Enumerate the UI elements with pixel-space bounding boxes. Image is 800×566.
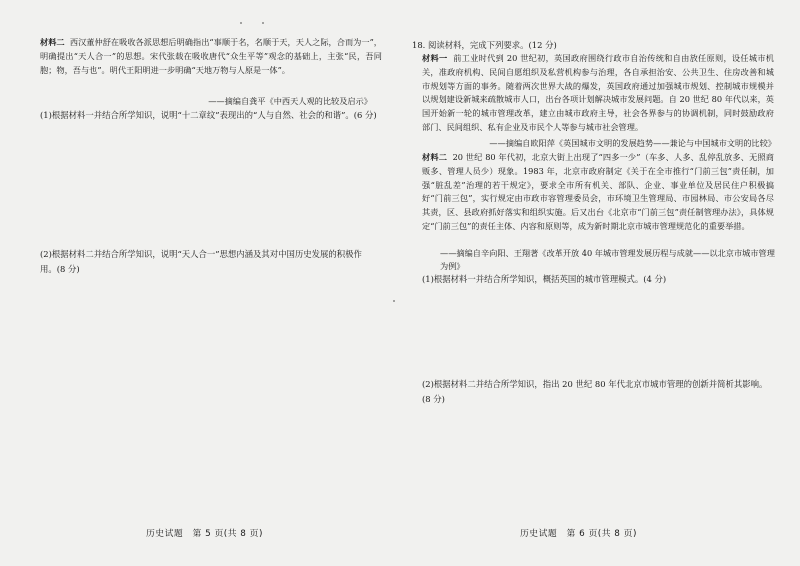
page5-question-1: (1)根据材料一并结合所学知识，说明“十二章纹”表现出的“人与自然、社会的和谐”。(6 分) bbox=[40, 110, 377, 120]
page6-material2-text: 20 世纪 80 年代初，北京大街上出现了“四多一少”（车多、人多、乱停乱放多、无照商贩多、管理人员少）现象。1983 年，北京市政府制定《关于在全市推行“门前三包”责任制，加强“脏乱差”治理的若干规定》，要求全市所有机关、部队、企业、事业单位及居民住户积极搞好“门前三包”，实行规定由市政市容管理委员会，市环境卫生管理局、市园林局、市公安局各尽其责，区、县政府抓好落实和组织实施。后又出台《北京市“门前三包”责任制管理办法》，具体规定“门前三包”的责任主体、内容和原则等，成为新时期北京市城市管理规范化的重要举措。 bbox=[422, 152, 774, 231]
page6-material1-label: 材料一 bbox=[422, 53, 448, 63]
page6-material2 bbox=[422, 151, 774, 234]
scan-speck bbox=[393, 300, 395, 302]
page6-material2-label: 材料二 bbox=[422, 152, 448, 162]
page5-question-2: (2)根据材料二并结合所学知识，说明“天人合一”思想内涵及其对中国历史发展的积极作用。(8 分) bbox=[40, 249, 362, 274]
page5-material2-citation: ——摘编自龚平《中西天人观的比较及启示》 bbox=[208, 96, 372, 106]
exam-page-6 bbox=[400, 0, 800, 566]
page6-question-1: (1)根据材料一并结合所学知识，概括英国的城市管理模式。(4 分) bbox=[422, 274, 667, 284]
scan-speck bbox=[262, 22, 264, 24]
scan-speck bbox=[240, 22, 242, 24]
page6-material1-citation: ——摘编自欧阳萍《英国城市文明的发展趋势——兼论与中国城市文明的比较》 bbox=[489, 138, 776, 148]
page6-material1-text: 前工业时代到 20 世纪初，英国政府围绕行政市自治传统和自由放任原则，设任城市机关，准政府机构、民间自愿组织及私营机构参与治理，各自承担治安、公共卫生、住房改善和城市规划等方面的事务。随着两次世界大战的爆发，英国政府通过加强城市规划、控制城市规模并以规划建设新城来疏散城市人口，出台各项计划解决城市发展问题。自 20 世纪 80 年代以来，英国开始新一轮的城市管理改革，建立由城市政府主导，社会各界参与的协调机制，同时鼓励政府部门、民间组织、私有企业及市民个人等参与城市社会管理。 bbox=[422, 53, 774, 132]
page6-question-18-heading: 18. 阅读材料，完成下列要求。(12 分) bbox=[412, 40, 557, 50]
page5-material2-text: 西汉董仲舒在吸收各派思想后明确指出“事顺于名，名顺于天，天人之际，合而为一”，明确提出“天人合一”的思想。宋代张载在吸收唐代“众生平等”观念的基础上，主张“民，吾同胞；物，吾与也”。明代王阳明进一步明确“天地万物与人原是一体”。 bbox=[40, 37, 382, 75]
page6-answer-area-1 bbox=[422, 290, 772, 376]
page6-material1 bbox=[422, 52, 774, 135]
page5-material2 bbox=[40, 36, 382, 77]
page5-material2-label: 材料二 bbox=[40, 37, 65, 47]
page6-answer-area-2 bbox=[422, 408, 772, 518]
page6-footer: 历史试题 第 6 页(共 8 页) bbox=[520, 529, 637, 539]
page6-question-2: (2)根据材料二并结合所学知识，指出 20 世纪 80 年代北京市城市管理的创新并简析其影响。(8 分) bbox=[422, 379, 768, 404]
page5-footer: 历史试题 第 5 页(共 8 页) bbox=[146, 529, 263, 539]
page5-answer-area-2 bbox=[40, 280, 380, 500]
page5-answer-area-1 bbox=[40, 126, 380, 246]
page6-material2-citation: ——摘编自辛向阳、王翔著《改革开放 40 年城市管理发展历程与成就——以北京市城市管理为例》 bbox=[440, 248, 775, 271]
